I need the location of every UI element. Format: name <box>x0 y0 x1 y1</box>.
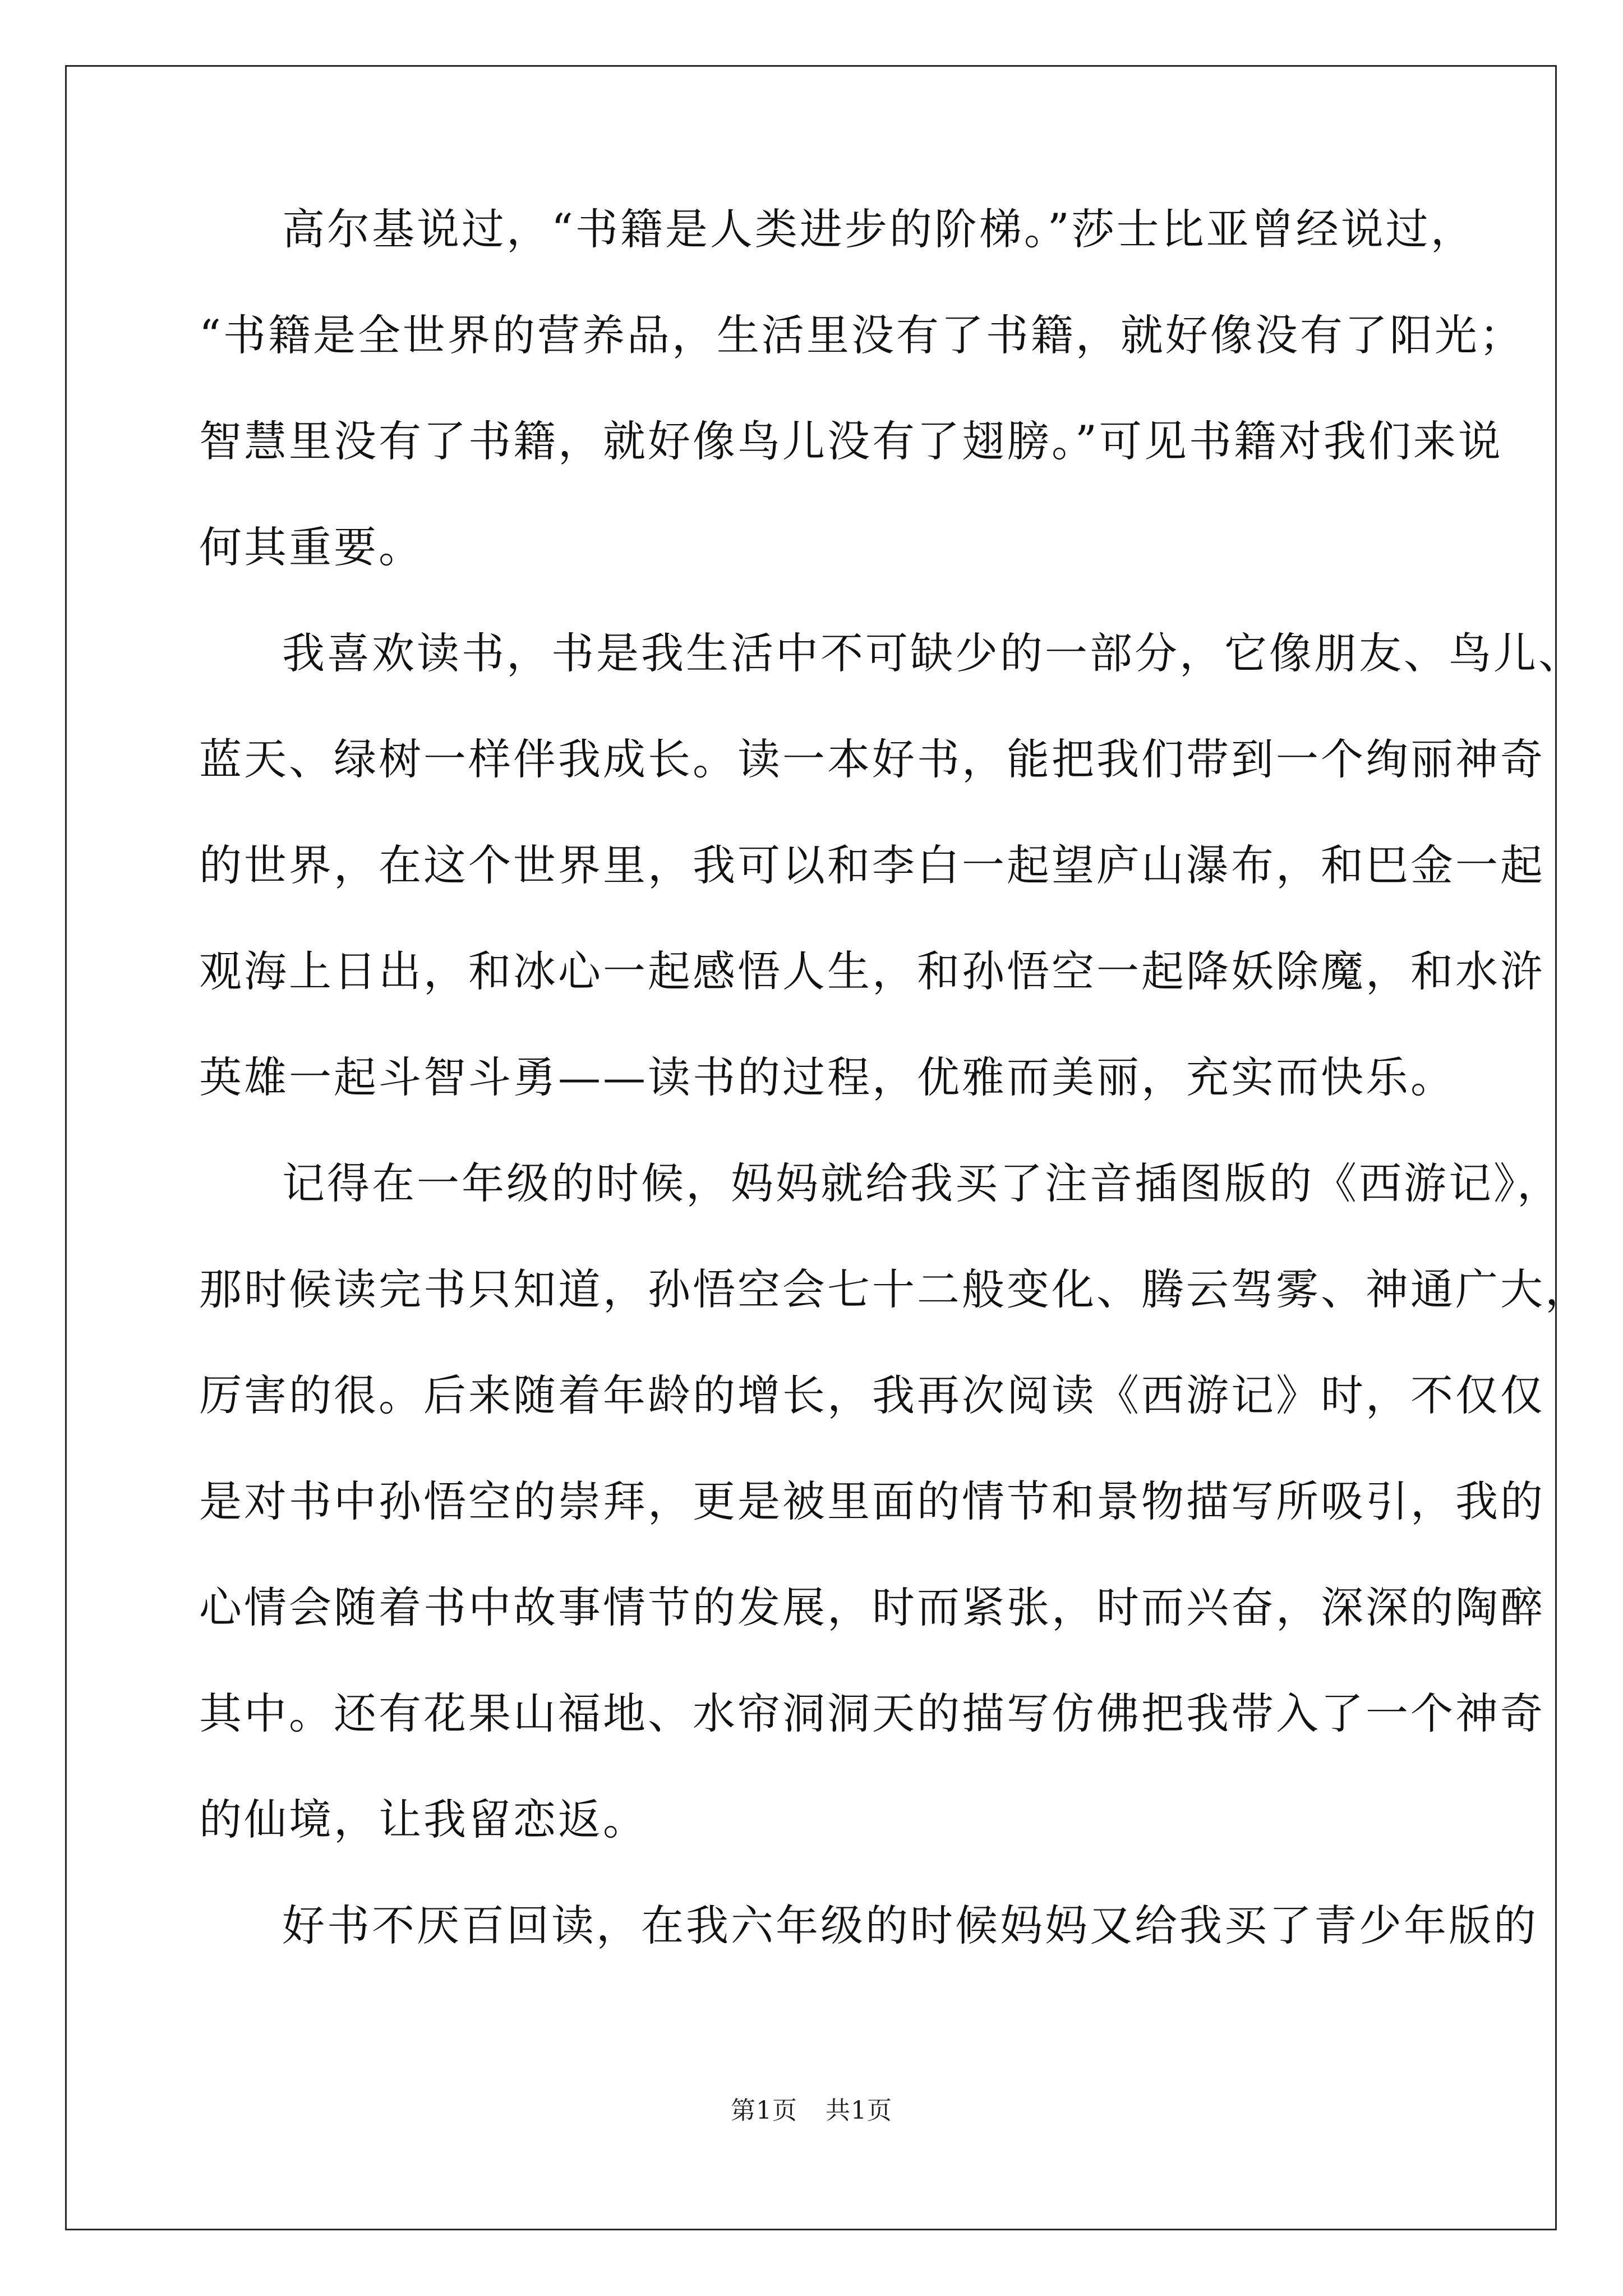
text-line: 我喜欢读书，书是我生活中不可缺少的一部分，它像朋友、鸟儿、 <box>282 628 1583 678</box>
text-line: 的仙境，让我留恋返。 <box>199 1795 648 1844</box>
page-number: 第1页 <box>731 2096 797 2125</box>
page-count: 共1页 <box>826 2096 892 2125</box>
document-body <box>199 204 1590 2010</box>
text-line: 心情会随着书中故事情节的发展，时而紧张，时而兴奋，深深的陶醉 <box>199 1582 1545 1632</box>
text-line: 是对书中孙悟空的崇拜，更是被里面的情节和景物描写所吸引，我的 <box>199 1476 1545 1526</box>
text-line: 英雄一起斗智斗勇——读书的过程，优雅而美丽，充实而快乐。 <box>199 1052 1455 1102</box>
text-line: 好书不厌百回读，在我六年级的时候妈妈又给我买了青少年版的 <box>282 1901 1538 1950</box>
page-footer <box>0 2097 1623 2125</box>
text-line: “书籍是全世界的营养品，生活里没有了书籍，就好像没有了阳光； <box>199 310 1524 360</box>
text-line: 那时候读完书只知道，孙悟空会七十二般变化、腾云驾雾、神通广大， <box>199 1264 1590 1314</box>
text-line: 高尔基说过，“书籍是人类进步的阶梯。”莎士比亚曾经说过， <box>282 204 1476 254</box>
text-line: 的世界，在这个世界里，我可以和李白一起望庐山瀑布，和巴金一起 <box>199 840 1545 890</box>
text-line: 何其重要。 <box>199 522 423 572</box>
text-line: 观海上日出，和冰心一起感悟人生，和孙悟空一起降妖除魔，和水浒 <box>199 946 1545 996</box>
text-line: 其中。还有花果山福地、水帘洞洞天的描写仿佛把我带入了一个神奇 <box>199 1688 1545 1738</box>
text-line: 智慧里没有了书籍，就好像鸟儿没有了翅膀。”可见书籍对我们来说 <box>199 416 1503 466</box>
text-line: 记得在一年级的时候，妈妈就给我买了注音插图版的《西游记》， <box>282 1158 1562 1208</box>
text-line: 蓝天、绿树一样伴我成长。读一本好书，能把我们带到一个绚丽神奇 <box>199 734 1545 784</box>
text-line: 厉害的很。后来随着年龄的增长，我再次阅读《西游记》时，不仅仅 <box>199 1370 1545 1420</box>
